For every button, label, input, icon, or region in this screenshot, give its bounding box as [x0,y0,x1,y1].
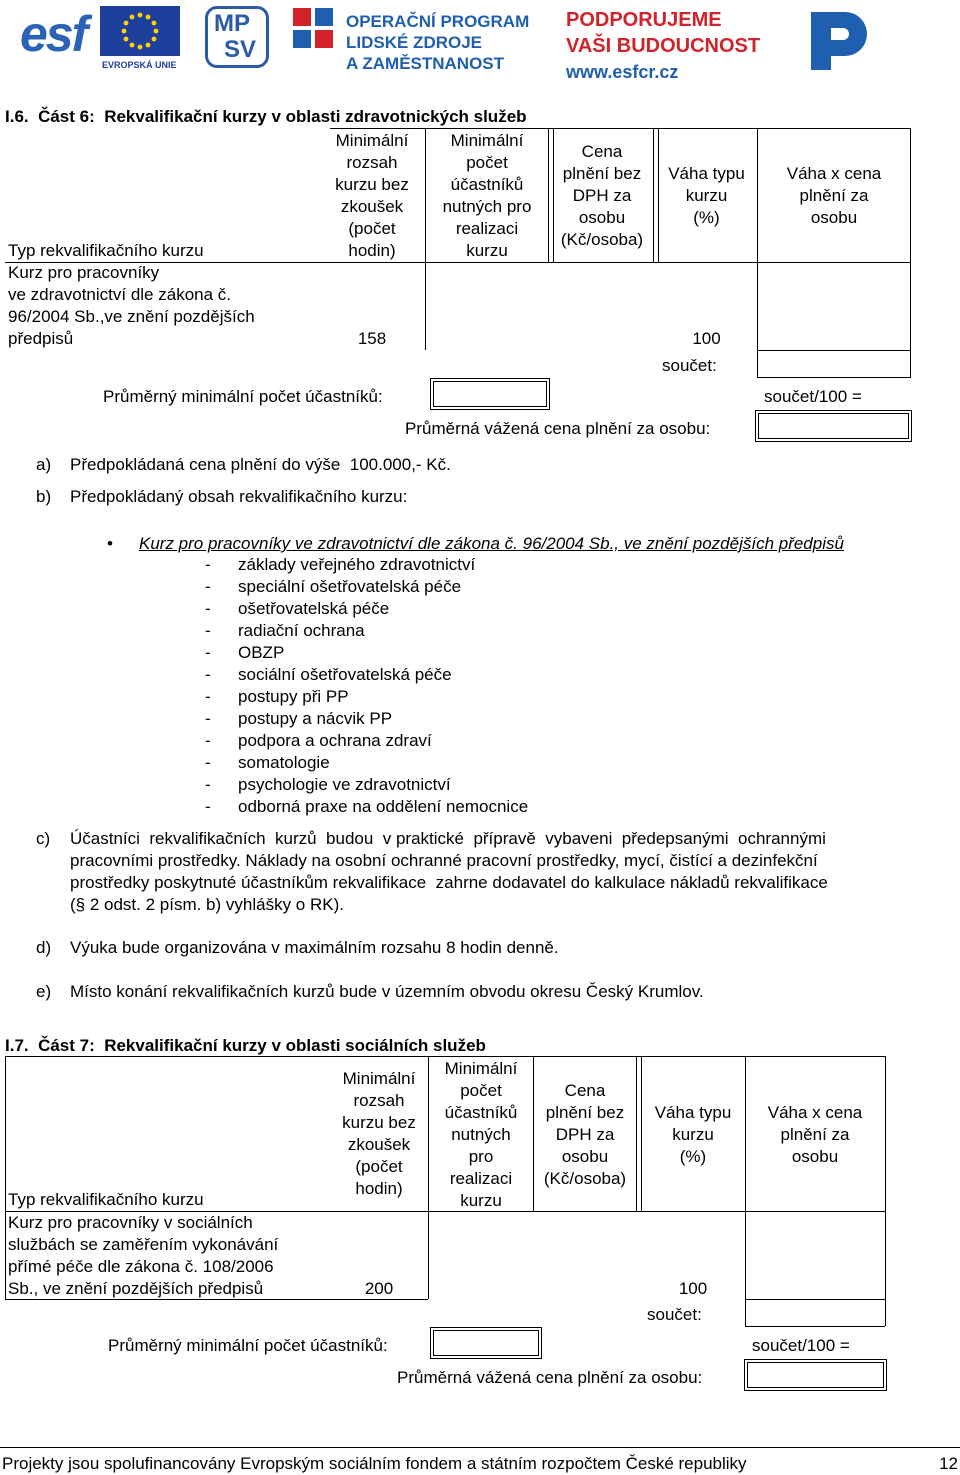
course-title: Kurz pro pracovníky ve zdravotnictví dle zákona č. 96/2004 Sb., ve znění pozdějších předpisů [139,534,844,553]
part6-avg-participants-field[interactable] [430,378,550,410]
part7-col-type: Typ rekvalifikačního kurzu [8,1190,204,1209]
part7-avg-price-field[interactable] [744,1359,887,1391]
footer-divider [0,1447,960,1448]
part6-sum100-label: součet/100 = [764,387,862,406]
op-logo-mark [293,8,335,66]
part6-col-weight: Váha typu kurzu (%) [668,164,745,227]
list-item: - postupy a nácvik PP [205,709,393,728]
item-b-marker: b) [36,487,52,506]
part7-col-min-hours: Minimální rozsah kurzu bez zkoušek (počet hodin) [342,1069,416,1198]
esf-logo-caption: EVROPSKÁ UNIE [102,60,177,70]
part6-col-weight-price: Váha x cena plnění za osobu [786,164,882,227]
page-number: 12 [939,1454,958,1473]
mpsv-line2: SV [224,36,257,63]
list-item: - odborná praxe na oddělení nemocnice [205,797,529,816]
part6-col-min-hours: Minimální rozsah kurzu bez zkoušek (počet hodin) [335,131,409,260]
item-a-marker: a) [36,455,52,474]
footer-text: Projekty jsou spolufinancovány Evropským sociálním fondem a státním rozpočtem České republiky [2,1454,747,1473]
part7-col-min-participants: Minimální počet účastníků nutných pro realizaci kurzu [444,1059,518,1210]
list-item: - speciální ošetřovatelská péče [205,577,462,596]
op-line1: OPERAČNÍ PROGRAM [346,12,530,31]
part7-col-price: Cena plnění bez DPH za osobu (Kč/osoba) [543,1081,627,1188]
part7-row-type: Kurz pro pracovníky v sociálních službách se zaměřením vykonávání přímé péče dle zákona č. 108/2006 Sb., ve znění pozdějších předpisů [8,1213,279,1298]
part7-sum-label: součet: [647,1305,702,1324]
eu-flag-logo [100,6,180,56]
part6-col-type: Typ rekvalifikačního kurzu [8,241,204,260]
podporujeme-logo [566,8,766,82]
part7-sum100-label: součet/100 = [752,1336,850,1355]
op-logo [293,6,530,73]
part6-sum-label: součet: [662,356,717,375]
part6-row-type: Kurz pro pracovníky ve zdravotnictví dle zákona č. 96/2004 Sb.,ve znění pozdějších předpisů [8,263,255,348]
esf-logo-text: esf [20,6,87,62]
list-item: - somatologie [205,753,330,772]
part7-avg-participants-label: Průměrný minimální počet účastníků: [108,1336,388,1355]
op-symbol-icon [805,8,875,74]
part7-avg-participants-field[interactable] [430,1327,542,1359]
part7-heading: I.7. Část 7: Rekvalifikační kurzy v oblasti sociálních služeb [5,1036,486,1055]
op-line2: LIDSKÉ ZDROJE [346,33,483,52]
mpsv-line1: MP [214,10,250,37]
op-line3: A ZAMĚSTNANOST [346,54,505,73]
podporujeme-url: www.esfcr.cz [566,62,679,82]
podporujeme-line2: VAŠI BUDOUCNOST [566,35,761,57]
list-item: - postupy při PP [205,687,349,706]
item-c-text: Účastníci rekvalifikačních kurzů budou v praktické přípravě vybaveni předepsanými ochrannými pracovními prostředky. Náklady na osobní ochranné pracovní prostředky, mycí, čistící a dezinfekční prostředky poskytnuté účastníkům rekvalifikace zahrne dodavatel do kalkulace nákladů rekvalifikace (§ 2 odst. 2 písm. b) vyhlášky o RK). [70,829,828,914]
part6-row-weight: 100 [692,329,721,348]
esf-logo [20,6,177,72]
podporujeme-line1: PODPORUJEME [566,9,722,31]
part6-row-hours: 158 [357,329,387,348]
part6-avg-participants-label: Průměrný minimální počet účastníků: [103,387,383,406]
list-item: - základy veřejného zdravotnictví [205,555,476,574]
item-d-marker: d) [36,938,52,957]
part7-row-hours: 200 [364,1279,394,1298]
list-item: - ošetřovatelská péče [205,599,390,618]
list-item: - podpora a ochrana zdraví [205,731,432,750]
item-d-text: Výuka bude organizována v maximálním rozsahu 8 hodin denně. [70,938,559,957]
part6-avg-price-label: Průměrná vážená cena plnění za osobu: [405,419,711,438]
part6-heading: I.6. Část 6: Rekvalifikační kurzy v oblasti zdravotnických služeb [5,107,527,126]
item-e-marker: e) [36,982,52,1001]
bullet-icon: • [107,534,113,553]
course-items-list [205,554,528,818]
part7-row-weight: 100 [678,1279,708,1298]
item-e-text: Místo konání rekvalifikačních kurzů bude v územním obvodu okresu Český Krumlov. [70,982,704,1001]
list-item: - sociální ošetřovatelská péče [205,665,452,684]
part7-col-weight: Váha typu kurzu (%) [654,1103,732,1166]
part6-col-min-participants: Minimální počet účastníků nutných pro realizaci kurzu [442,131,532,260]
item-b-text: Předpokládaný obsah rekvalifikačního kurzu: [70,487,408,506]
part7-avg-price-label: Průměrná vážená cena plnění za osobu: [397,1368,703,1387]
item-c-marker: c) [36,829,51,848]
list-item: - OBZP [205,643,285,662]
eu-stars-icon [100,6,180,56]
op-symbol-logo [805,8,875,74]
list-item: - radiační ochrana [205,621,365,640]
mpsv-logo [205,6,269,68]
item-a-text: Předpokládaná cena plnění do výše 100.000,- Kč. [70,455,451,474]
list-item: - psychologie ve zdravotnictví [205,775,451,794]
part7-col-weight-price: Váha x cena plnění za osobu [767,1103,863,1166]
part6-col-price: Cena plnění bez DPH za osobu (Kč/osoba) [560,142,644,249]
part6-avg-price-field[interactable] [755,410,912,442]
